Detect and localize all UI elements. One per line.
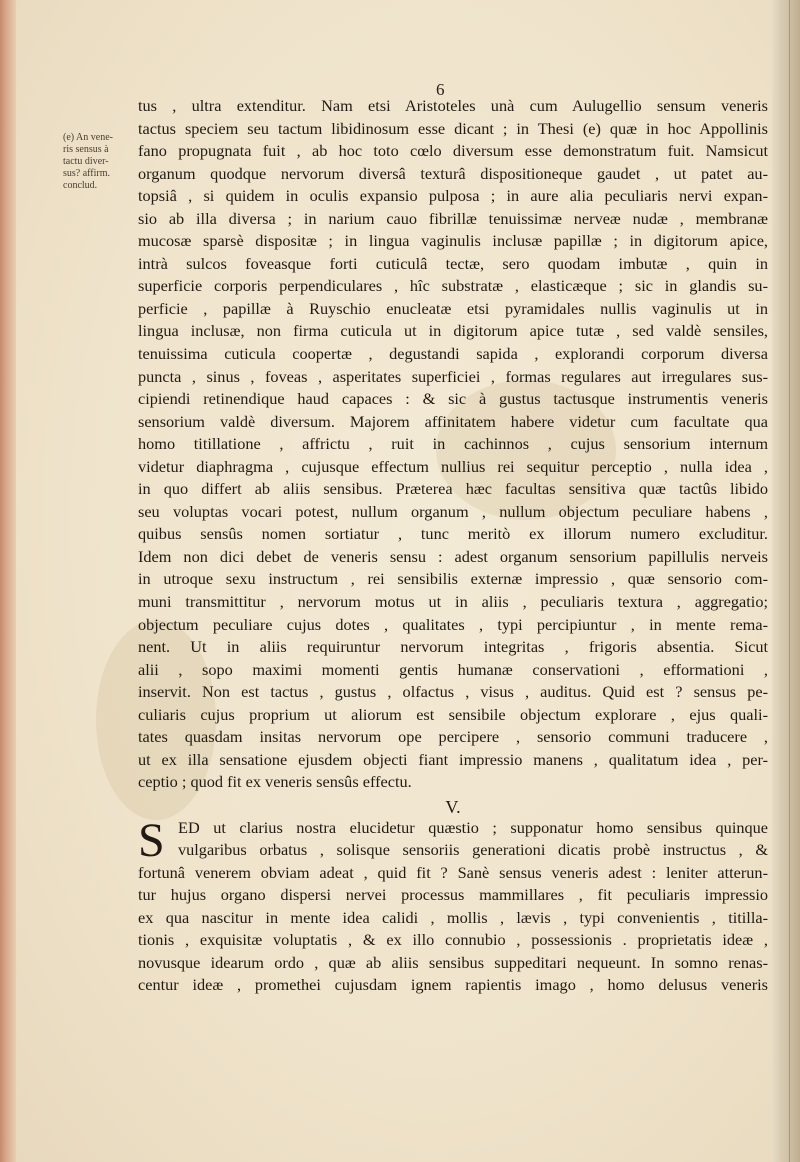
- text-line: tates quasdam insitas nervorum ope percipere , sensorio communi traducere ,: [138, 727, 768, 747]
- text-line: muni transmittitur , nervorum motus ut in aliis , peculiaris textura , aggregatio;: [138, 592, 768, 612]
- text-line: objectum peculiare cujus dotes , qualitates , typi percipiuntur , in mente rema-: [138, 614, 768, 634]
- text-line: seu voluptas vocari potest, nullum organum , nullum objectum peculiare habens ,: [138, 501, 768, 521]
- text-line: puncta , sinus , foveas , asperitates superficiei , formas regulares aut irregulares sus-: [138, 366, 768, 386]
- text-line: fano propugnata fuit , ab hoc toto cœlo diversum esse demonstratum fuit. Namsicut: [138, 141, 768, 161]
- text-line: homo titillatione , affrictu , ruit in cachinnos , cujus sensorium internum: [138, 434, 768, 454]
- drop-capital: S: [138, 814, 165, 867]
- text-line: tur hujus organo dispersi nervei processus mammillares , fit peculiaris impressio: [138, 885, 768, 905]
- text-line: lingua inclusæ, non firma cuticula ut in digitorum apice tutæ , sed valdè sensiles,: [138, 321, 768, 341]
- text-line: mucosæ sparsè dispositæ ; in lingua vaginulis inclusæ papillæ ; in digitorum apice,: [138, 231, 768, 251]
- section-heading: V.: [445, 796, 461, 817]
- left-page-edge: [0, 0, 16, 1162]
- margin-note-line: tactu diver-: [63, 156, 109, 167]
- text-line: tus , ultra extenditur. Nam etsi Aristoteles unà cum Aulugellio sensum veneris: [138, 96, 768, 115]
- margin-note-line: (e) An vene-: [63, 132, 113, 143]
- text-line: ut ex illa sensatione ejusdem objecti fiant impressio manens , qualitatum idea , per-: [138, 749, 768, 769]
- margin-note-line: sus? affirm.: [63, 168, 111, 179]
- text-line: in quo differt ab aliis sensibus. Præterea hæc facultas sensitiva quæ tactûs libido: [138, 479, 768, 499]
- margin-note-line: ris sensus à: [63, 144, 109, 155]
- margin-note: [63, 132, 135, 192]
- text-line: superficie corporis perpendiculares , hîc substratæ , elasticæque ; sic in glandis su-: [138, 276, 768, 296]
- text-line: tactus speciem seu tactum libidinosum esse dicant ; in Thesi (e) quæ in hoc Appollinis: [138, 118, 768, 138]
- page-number: 6: [436, 80, 445, 99]
- text-line: sio ab illa diversa ; in narium cauo fibrillæ tenuissimæ nerveæ nudæ , membranæ: [138, 208, 768, 228]
- text-line: ED ut clarius nostra elucidetur quæstio ; supponatur homo sensibus quinque: [178, 817, 768, 837]
- text-line: organum quodque nervorum diversâ texturâ dispositioneque gaudet , ut patet au-: [138, 163, 768, 183]
- text-line: videtur diaphragma , cujusque effectum nullius rei sequitur perceptio , nulla idea ,: [138, 456, 768, 476]
- text-line: cipiendi retinendique haud capaces : & sic à gustus tactusque instrumentis veneris: [138, 389, 768, 409]
- text-line: in utroque sexu instructum , rei sensibilis externæ impressio , quæ sensorio com-: [138, 569, 768, 589]
- text-line: topsiâ , si quidem in oculis expansio pulposa ; in aure alia peculiaris nervi expan-: [138, 186, 768, 206]
- text-line: fortunâ venerem obviam adeat , quid fit ? Sanè sensus veneris adest : leniter atterun-: [138, 862, 768, 882]
- text-line: inservit. Non est tactus , gustus , olfactus , visus , auditus. Quid est ? sensus pe-: [138, 682, 768, 702]
- text-line: centur ideæ , promethei cujusdam ignem rapientis imago , homo delusus veneris: [138, 975, 768, 995]
- text-line: culiaris cujus proprium ut aliorum est sensibile objectum explorare , ejus quali-: [138, 704, 768, 724]
- text-line: intrà sulcos foveasque forti cuticulâ tectæ, sero quodam imbutæ , quin in: [138, 253, 768, 273]
- text-line: quibus sensûs nomen sortiatur , tunc meritò ex illorum numero excluditur.: [138, 524, 768, 544]
- text-line: ceptio ; quod fit ex veneris sensûs effectu.: [138, 772, 412, 792]
- text-line: tenuissima cuticula coopertæ , degustandi sapida , explorandi corporum diversa: [138, 344, 768, 364]
- body-text: [138, 95, 768, 997]
- text-line: sensorium valdè diversum. Majorem affinitatem habere videtur cum facultate qua: [138, 411, 768, 431]
- paragraph-v: [138, 814, 768, 997]
- text-line: alii , sopo maximi momenti gentis humanæ conservationi , efformationi ,: [138, 659, 768, 679]
- paragraph-iv-continuation: [138, 95, 768, 794]
- margin-note-line: conclud.: [63, 180, 98, 191]
- text-line: vulgaribus orbatus , solisque sensoriis generationi dicatis probè instructus , &: [178, 840, 768, 860]
- text-line: ex qua nascitur in mente idea calidi , mollis , lævis , typi convenientis , titilla-: [138, 907, 768, 927]
- text-line: Idem non dici debet de veneris sensu : adest organum sensorium papillulis nerveis: [138, 546, 768, 566]
- text-line: perficie , papillæ à Ruyschio enucleatæ etsi pyramidales nullis vaginulis ut in: [138, 298, 768, 318]
- text-line: novusque idearum ordo , quæ ab aliis sensibus suppeditari nequeunt. In somno renas-: [138, 952, 768, 972]
- right-page-edge: [772, 0, 800, 1162]
- text-line: nent. Ut in aliis requiruntur nervorum integritas , frigoris absentia. Sicut: [138, 637, 768, 657]
- text-line: tionis , exquisitæ voluptatis , & ex illo connubio , possessionis . proprietatis ideæ ,: [138, 930, 768, 950]
